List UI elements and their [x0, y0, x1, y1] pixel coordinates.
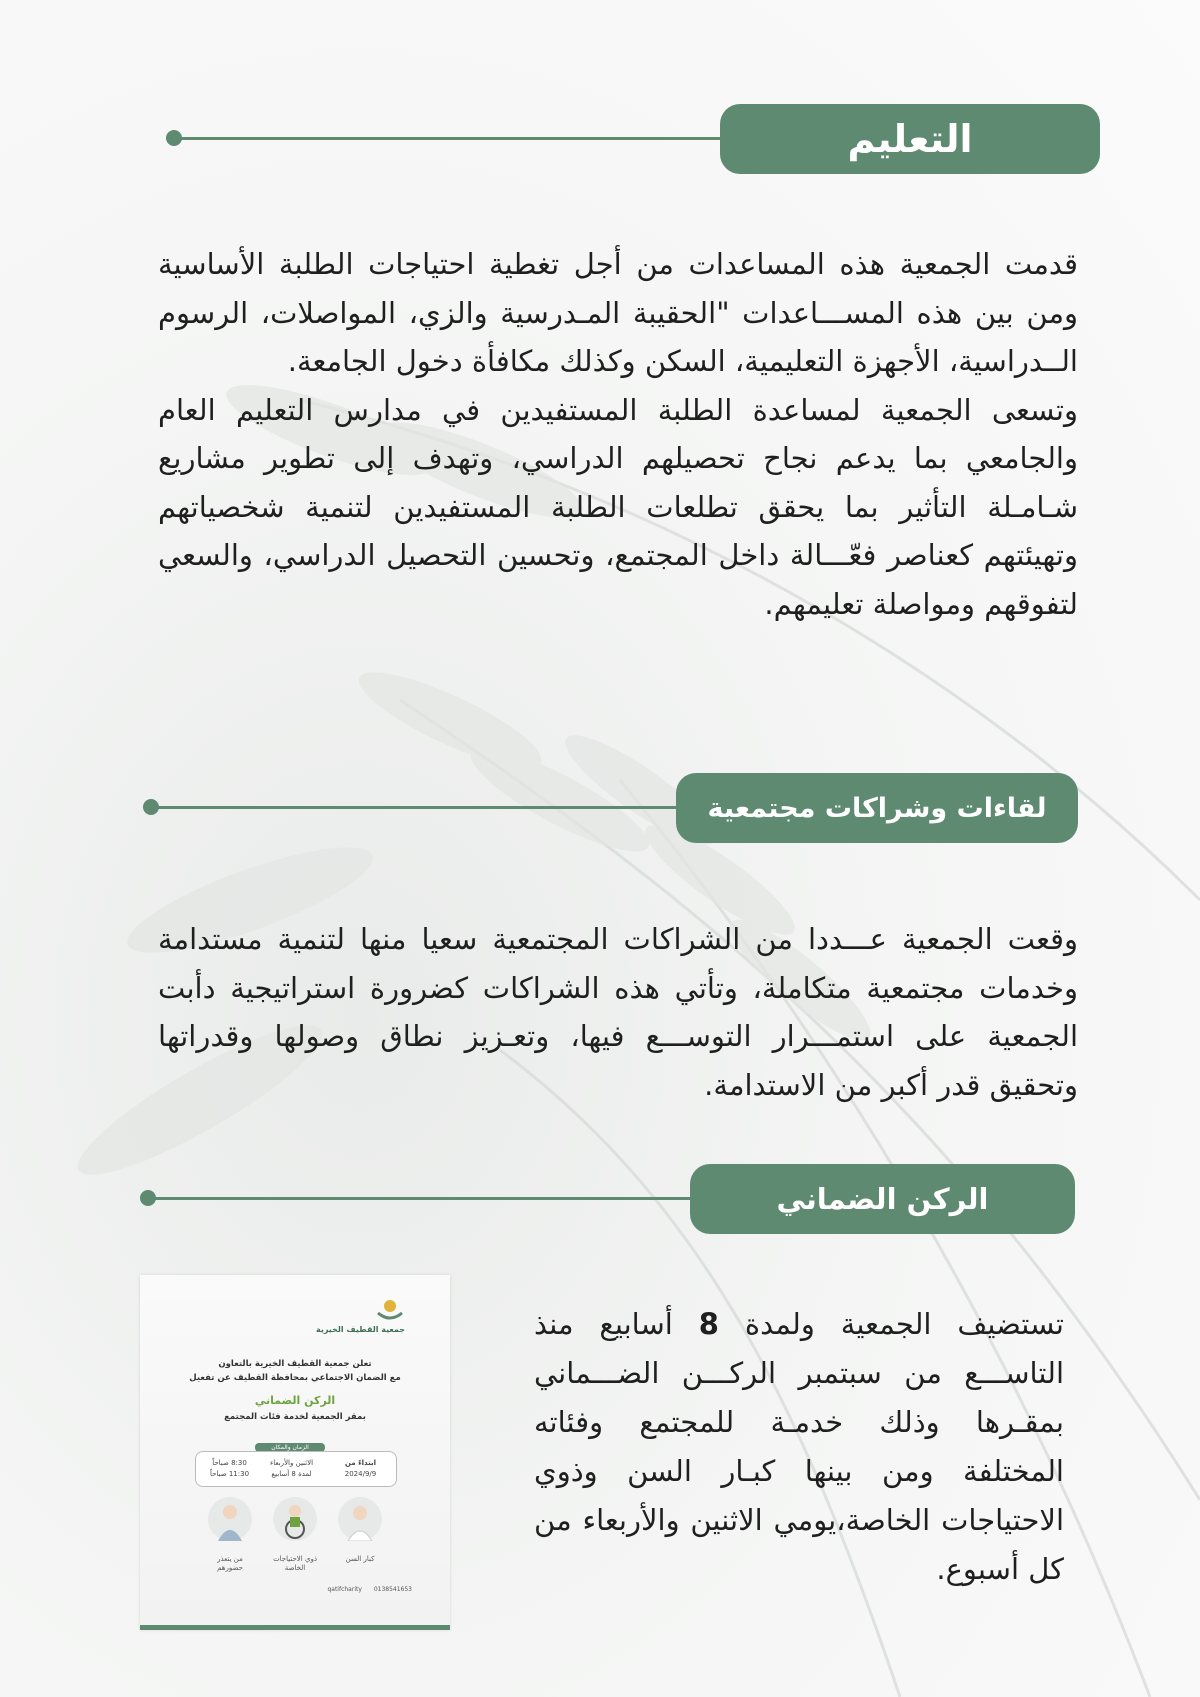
poster-logo-text: جمعية القطيف الخيرية [315, 1325, 405, 1334]
partnerships-text [158, 915, 1078, 1109]
poster-phone: 0138541653 [373, 1586, 412, 1593]
elderly-person-icon [338, 1497, 382, 1541]
header-line [152, 806, 678, 809]
charity-logo-icon [375, 1297, 405, 1321]
poster-days [259, 1458, 324, 1480]
partnerships-section-header [140, 773, 1078, 843]
poster-start-label: ابتداءً من [345, 1459, 376, 1467]
poster-line-1: تعلن جمعية القطيف الخيرية بالتعاون [218, 1359, 372, 1369]
poster-footer [178, 1586, 412, 1608]
text-part: تستضيف الجمعية ولمدة [718, 1307, 1064, 1341]
poster-line-2: مع الضمان الاجتماعي بمحافظة القطيف عن تفعيل [189, 1373, 401, 1383]
section-title-pill [690, 1164, 1075, 1234]
poster-bottom-bar [140, 1625, 450, 1630]
section-title-pill [720, 104, 1100, 174]
section-title: لقاءات وشراكات مجتمعية [707, 792, 1047, 824]
person-label: ذوي الاحتياجات الخاصة [273, 1555, 317, 1572]
poster-start [333, 1458, 388, 1480]
poster-duration: لمدة 8 أسابيع [271, 1470, 312, 1478]
poster-start-date: 2024/9/9 [344, 1470, 377, 1478]
header-line [148, 1197, 695, 1200]
social-corner-text [534, 1300, 1064, 1594]
weeks-number: 8 [698, 1307, 719, 1341]
poster-time [202, 1458, 257, 1480]
poster-line-3: بمقر الجمعية لخدمة فئات المجتمع [224, 1412, 366, 1422]
education-section-header [160, 104, 1100, 174]
education-paragraph-1: قدمت الجمعية هذه المساعدات من أجل تغطية احتياجات الطلبة الأساسية ومن بين هذه المســـاعدات "الحقيبة المـدرسية والزي، المواصلات، الرسوم الــدراسية، الأجهزة التعليمية، السكن وكذلك مكافأة دخول الجامعة. [158, 247, 1078, 378]
poster-time-from: 8:30 صباحاً [212, 1459, 247, 1467]
wheelchair-person-icon [273, 1497, 317, 1541]
education-paragraph-2: وتسعى الجمعية لمساعدة الطلبة المستفيدين في مدارس التعليم العام والجامعي بما يدعم نجاح تحصيلهم الدراسي، وتهدف إلى تطوير مشاريع شـامـلة التأثير بما يحقق تطلعات الطلبة المستفيدين لتنمية شخصياتهم وتهيئتهم كعناصر فعّـــالة داخل المجتمع، وتحسين التحصيل الدراسي، والسعي لتفوقهم ومواصلة تعليمهم. [158, 392, 1078, 621]
social-corner-paragraph [534, 1300, 1064, 1594]
man-person-icon [208, 1497, 252, 1541]
poster-site: qatifcharity [327, 1586, 362, 1593]
person-label: من يتعذر حضورهم [217, 1555, 243, 1572]
poster-tag: الزمان والمكان [255, 1443, 325, 1452]
poster-highlight: الركن الضماني [254, 1394, 336, 1407]
section-title: الركن الضماني [776, 1182, 989, 1216]
header-line [174, 137, 724, 140]
section-title: التعليم [847, 117, 973, 161]
education-text [158, 240, 1078, 628]
social-corner-poster [140, 1275, 450, 1630]
poster-schedule-box [195, 1451, 397, 1487]
section-title-pill [676, 773, 1078, 843]
text-part: أسابيع منذ التاســـع من سبتمبر الركـــن الضـــماني بمقـرها وذلك خدمـة للمجتمع وفئاته المختلفة ومن بينها كبـار السن وذوي الاحتياجات الخاصة،يومي الاثنين والأربعاء من كل أسبوع. [534, 1307, 1064, 1586]
poster-days-text: الاثنين والأربعاء [269, 1459, 314, 1467]
social-corner-section-header [140, 1164, 1075, 1234]
partnerships-paragraph: وقعت الجمعية عـــددا من الشراكات المجتمعية سعيا منها لتنمية مستدامة وخدمات مجتمعية متكاملة، وتأتي هذه الشراكات كضرورة استراتيجية دأبت الجمعية على استمـــرار التوســـع فيها، وتعـزيز نطاق وصولها وقدراتها وتحقيق قدر أكبر من الاستدامة. [158, 922, 1078, 1102]
poster-logo [315, 1297, 405, 1334]
poster-time-to: 11:30 صباحاً [209, 1470, 250, 1478]
poster-announcement [150, 1357, 440, 1385]
poster-people [205, 1497, 385, 1577]
person-label: كبار السن [345, 1555, 375, 1563]
